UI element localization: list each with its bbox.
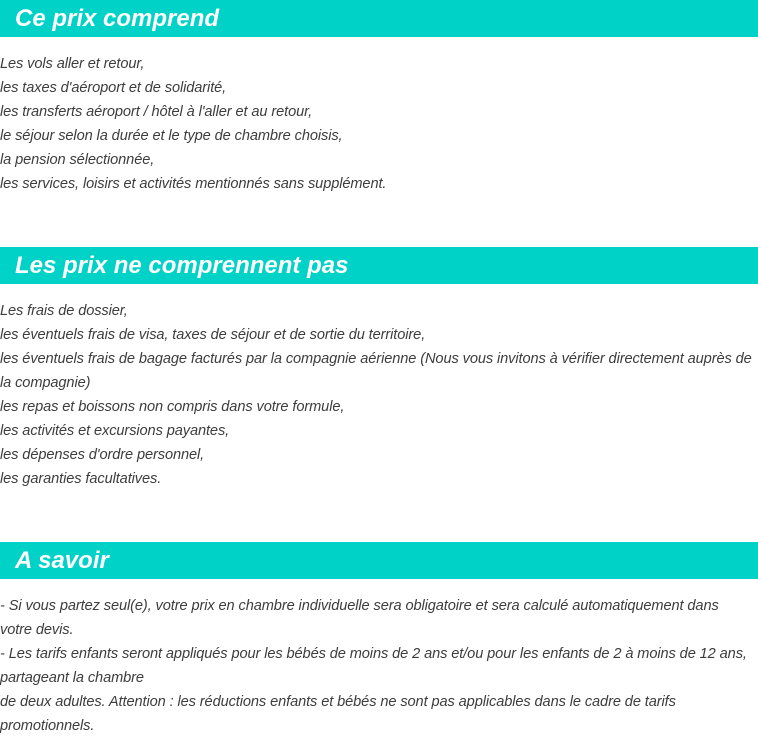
list-item: Les frais de dossier, [0,303,128,319]
list-item: les transferts aéroport / hôtel à l'aller et au retour, [0,104,313,120]
list-item: les éventuels frais de bagage facturés par la compagnie aérienne (Nous vous invitons à vérifier directement auprès de la compagnie) [0,351,752,391]
list-item: - Si vous partez seul(e), votre prix en chambre individuelle sera obligatoire et sera calculé automatiquement dans votre devis. [0,598,719,638]
list-item: les services, loisirs et activités mentionnés sans supplément. [0,176,387,192]
list-item: la pension sélectionnée, [0,152,155,168]
list-item: les dépenses d'ordre personnel, [0,447,205,463]
list-item: les activités et excursions payantes, [0,423,230,439]
list-item: - Les tarifs enfants seront appliqués pour les bébés de moins de 2 ans et/ou pour les enfants de 2 à moins de 12 ans, partageant la chambre [0,646,747,686]
section-body-good-to-know [0,594,758,738]
section-title-includes: Ce prix comprend [0,0,758,37]
list-item: les garanties facultatives. [0,471,162,487]
section-title-excludes: Les prix ne comprennent pas [0,247,758,284]
list-item: Les vols aller et retour, [0,56,145,72]
list-item: les éventuels frais de visa, taxes de séjour et de sortie du territoire, [0,327,426,343]
list-item: le séjour selon la durée et le type de chambre choisis, [0,128,343,144]
section-title-good-to-know: A savoir [0,542,758,579]
list-item: les taxes d'aéroport et de solidarité, [0,80,227,96]
section-body-includes [0,52,758,196]
section-body-excludes [0,299,758,491]
list-item: de deux adultes. Attention : les réductions enfants et bébés ne sont pas applicables dans le cadre de tarifs promotionnels. [0,694,676,734]
list-item: les repas et boissons non compris dans votre formule, [0,399,345,415]
